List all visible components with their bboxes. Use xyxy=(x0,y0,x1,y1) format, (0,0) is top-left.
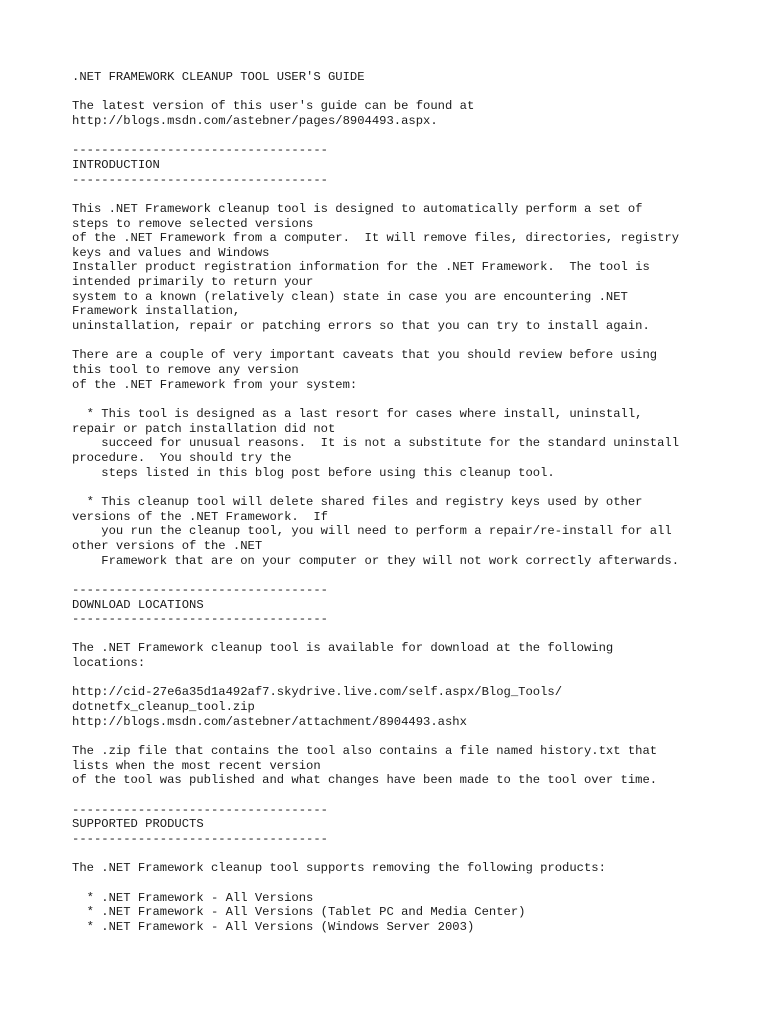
blank-line xyxy=(72,85,722,100)
introduction-paragraph-line: system to a known (relatively clean) state in case you are encountering .NET xyxy=(72,289,628,304)
download-paragraph-line: locations: xyxy=(72,656,146,671)
guide-link: http://blogs.msdn.com/astebner/pages/8904493.aspx. xyxy=(72,113,438,128)
blank-line xyxy=(72,876,722,891)
supported-product-item: * .NET Framework - All Versions xyxy=(72,890,314,905)
history-paragraph-line: lists when the most recent version xyxy=(72,758,321,773)
caveat-bullet-line: versions of the .NET Framework. If xyxy=(72,509,328,524)
download-link-line: dotnetfx_cleanup_tool.zip xyxy=(72,700,255,715)
document-title: .NET FRAMEWORK CLEANUP TOOL USER'S GUIDE xyxy=(72,70,365,84)
introduction-paragraph-line: Installer product registration information for the .NET Framework. The tool is xyxy=(72,260,650,275)
caveat-bullet-line: * This cleanup tool will delete shared files and registry keys used by other xyxy=(72,494,643,509)
supported-products-heading: SUPPORTED PRODUCTS xyxy=(72,817,204,832)
supported-product-item: * .NET Framework - All Versions (Windows Server 2003) xyxy=(72,919,475,934)
blank-line xyxy=(72,568,722,583)
section-divider: ----------------------------------- xyxy=(72,582,328,597)
caveat-bullet-line: Framework that are on your computer or they will not work correctly afterwards. xyxy=(72,553,680,568)
blank-line xyxy=(72,729,722,744)
download-link-line: http://cid-27e6a35d1a492af7.skydrive.live.com/self.aspx/Blog_Tools/ xyxy=(72,685,563,700)
introduction-paragraph-line: uninstallation, repair or patching errors so that you can try to install again. xyxy=(72,319,650,334)
caveat-bullet-line: repair or patch installation did not xyxy=(72,421,336,436)
section-divider: ----------------------------------- xyxy=(72,612,328,627)
introduction-paragraph-line: This .NET Framework cleanup tool is designed to automatically perform a set of xyxy=(72,201,643,216)
history-paragraph-line: The .zip file that contains the tool also contains a file named history.txt that xyxy=(72,744,658,759)
introduction-heading: INTRODUCTION xyxy=(72,157,160,172)
caveats-paragraph-line: of the .NET Framework from your system: xyxy=(72,377,358,392)
supported-product-item: * .NET Framework - All Versions (Tablet PC and Media Center) xyxy=(72,905,526,920)
caveat-bullet-line: * This tool is designed as a last resort for cases where install, uninstall, xyxy=(72,407,643,422)
supported-products-paragraph-line: The .NET Framework cleanup tool supports removing the following products: xyxy=(72,861,606,876)
section-divider: ----------------------------------- xyxy=(72,831,328,846)
introduction-paragraph-line: steps to remove selected versions xyxy=(72,216,314,231)
caveats-paragraph-line: There are a couple of very important caveats that you should review before using xyxy=(72,348,658,363)
caveats-paragraph-line: this tool to remove any version xyxy=(72,363,299,378)
caveat-bullet-line: procedure. You should try the xyxy=(72,450,292,465)
blank-line xyxy=(72,392,722,407)
blank-line xyxy=(72,334,722,349)
intro-line: The latest version of this user's guide can be found at xyxy=(72,99,475,114)
introduction-paragraph-line: of the .NET Framework from a computer. It will remove files, directories, registry xyxy=(72,231,680,246)
caveat-bullet-line: steps listed in this blog post before using this cleanup tool. xyxy=(72,465,555,480)
introduction-paragraph-line: keys and values and Windows xyxy=(72,245,270,260)
blank-line xyxy=(72,671,722,686)
introduction-paragraph-line: intended primarily to return your xyxy=(72,275,314,290)
introduction-paragraph-line: Framework installation, xyxy=(72,304,241,319)
caveat-bullet-line: succeed for unusual reasons. It is not a substitute for the standard uninstall xyxy=(72,436,680,451)
blank-line xyxy=(72,187,722,202)
section-divider: ----------------------------------- xyxy=(72,172,328,187)
blank-line xyxy=(72,788,722,803)
history-paragraph-line: of the tool was published and what changes have been made to the tool over time. xyxy=(72,773,658,788)
download-link-line: http://blogs.msdn.com/astebner/attachment/8904493.ashx xyxy=(72,714,467,729)
blank-line xyxy=(72,627,722,642)
blank-line xyxy=(72,129,722,144)
section-divider: ----------------------------------- xyxy=(72,143,328,158)
blank-line xyxy=(72,847,722,862)
document-page xyxy=(72,70,722,935)
caveat-bullet-line: you run the cleanup tool, you will need to perform a repair/re-install for all xyxy=(72,524,672,539)
blank-line xyxy=(72,480,722,495)
section-divider: ----------------------------------- xyxy=(72,802,328,817)
caveat-bullet-line: other versions of the .NET xyxy=(72,538,263,553)
download-heading: DOWNLOAD LOCATIONS xyxy=(72,597,204,612)
download-paragraph-line: The .NET Framework cleanup tool is available for download at the following xyxy=(72,641,614,656)
